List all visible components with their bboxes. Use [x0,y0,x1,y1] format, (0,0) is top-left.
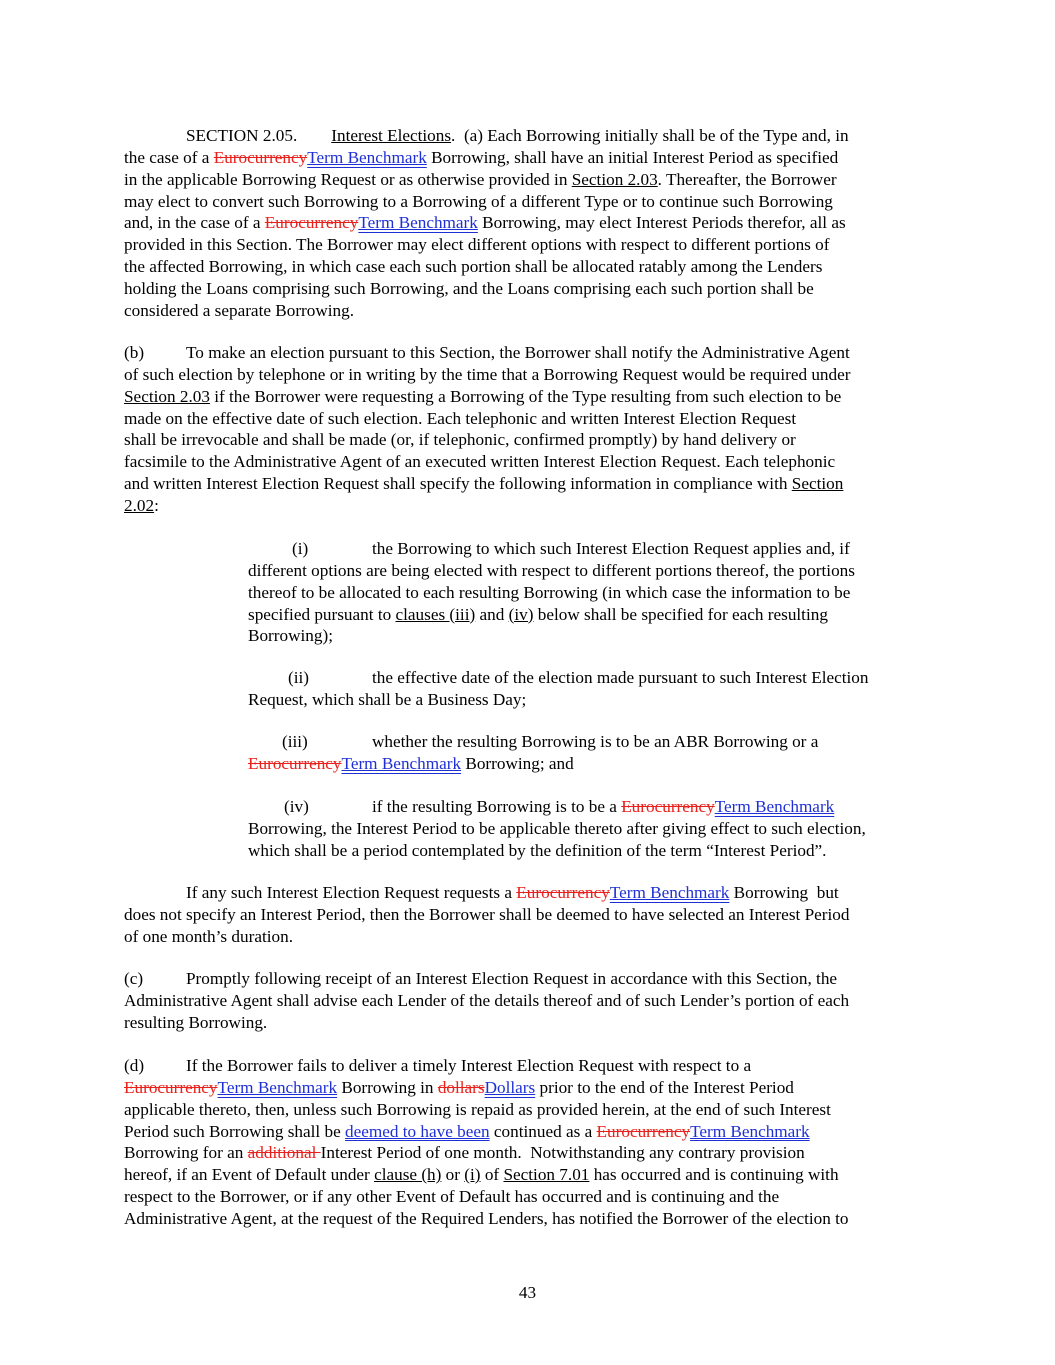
clause-reference: clauses (iii) [395,604,476,624]
inserted-text: Term Benchmark [609,883,730,902]
clause-reference: clause (h) [374,1165,442,1185]
inserted-text: Term Benchmark [358,213,478,233]
paragraph-label: (d) [124,1056,145,1075]
section-reference: Section 2.03 [124,386,210,406]
clause-reference: (iv) [508,604,534,624]
section-2-05-paragraph-a: SECTION 2.05. Interest Elections. (a) Each Borrowing initially shall be of the Type and, in the case of a EurocurrencyTerm Benchmark Borrowing, shall have an initial Interest Period as specified in the applicable Borrowing Request or as otherwise provided in Section 2.03. Thereafter, the Borrower may elect to convert such Borrowing to a Borrowing of a different Type or to continue such Borrowing and, in the case of a EurocurrencyTerm Benchmark Borrowing, may elect Interest Periods therefor, all as provided in this Section. The Borrower may elect different options with respect to different portions of the affected Borrowing, in which case each such portion shall be allocated ratably among the Lenders holding the Loans comprising such Borrowing, and the Loans comprising each such portion shall be considered a separate Borrowing. [124,126,849,320]
inserted-text: deemed to have been [345,1121,490,1141]
item-label: (iv) [284,797,309,816]
inserted-text: Term Benchmark [307,147,427,167]
section-reference: Section 7.01 [503,1165,590,1185]
paragraph-default-interest-period: If any such Interest Election Request requests a EurocurrencyTerm Benchmark Borrowing but does not specify an Interest Period, then the Borrower shall be deemed to have selected an Interest Period of one month’s duration. [124,883,850,946]
section-reference: 2.02 [124,495,155,515]
item-label: (i) [292,539,309,558]
list-item-iii: (iii) whether the resulting Borrowing is to be an ABR Borrowing or a EurocurrencyTerm Benchmark Borrowing; and [248,732,819,773]
section-reference: Section [791,474,844,494]
inserted-text: Term Benchmark [690,1121,810,1141]
deleted-text: dollars [437,1077,485,1097]
paragraph-c: (c) Promptly following receipt of an Interest Election Request in accordance with this Section, the Administrative Agent shall advise each Lender of the details thereof and of such Lender’s portion of each resulting Borrowing. [124,969,850,1032]
list-item-i: (i) the Borrowing to which such Interest Election Request applies and, if different options are being elected with respect to different portions thereof, the portions thereof to be allocated to each resulting Borrowing (in which case the information to be specified pursuant to clauses (iii) and (iv) below shall be specified for each resulting Borrowing); [248,539,855,646]
deleted-text: Eurocurrency [516,883,610,902]
page-number: 43 [518,1283,537,1302]
deleted-text: Eurocurrency [124,1077,218,1097]
deleted-text: Eurocurrency [248,753,342,773]
section-reference: Section 2.03 [571,169,658,189]
inserted-text: Dollars [484,1077,536,1097]
list-item-ii: (ii) the effective date of the election made pursuant to such Interest Election Request, which shall be a Business Day; [248,668,869,709]
paragraph-d: (d) If the Borrower fails to deliver a timely Interest Election Request with respect to a EurocurrencyTerm Benchmark Borrowing in dollarsDollars prior to the end of the Interest Period applicable thereto, then, unless such Borrowing is repaid as provided herein, at the end of such Interest Period such Borrowing shall be deemed to have been continued as a EurocurrencyTerm Benchmark Borrowing for an additional Interest Period of one month. Notwithstanding any contrary provision hereof, if an Event of Default under clause (h) or (i) of Section 7.01 has occurred and is continuing with respect to the Borrower, or if any other Event of Default has occurred and is continuing and the Administrative Agent, at the request of the Required Lenders, has notified the Borrower of the election to [124,1056,849,1228]
inserted-text: Term Benchmark [217,1077,338,1097]
deleted-text: Eurocurrency [264,213,359,233]
deleted-text: Eurocurrency [621,797,715,816]
item-label: (iii) [282,732,308,751]
deleted-text: additional [247,1143,321,1163]
deleted-text: Eurocurrency [213,147,308,167]
section-heading: Interest Elections [331,126,452,145]
inserted-text: Term Benchmark [714,797,835,816]
deleted-text: Eurocurrency [596,1121,691,1141]
item-label: (ii) [288,668,309,687]
paragraph-label: (c) [124,969,144,988]
list-item-iv: (iv) if the resulting Borrowing is to be a EurocurrencyTerm Benchmark Borrowing, the Interest Period to be applicable thereto after giving effect to such election, which shall be a period contemplated by the definition of the term “Interest Period”. [248,797,866,860]
clause-reference: (i) [464,1165,481,1185]
paragraph-label: (b) [124,343,145,362]
section-number: SECTION 2.05. [186,126,298,145]
inserted-text: Term Benchmark [341,753,462,773]
paragraph-b: (b) To make an election pursuant to this Section, the Borrower shall notify the Administrative Agent of such election by telephone or in writing by the time that a Borrowing Request would be required under Section 2.03 if the Borrower were requesting a Borrowing of the Type resulting from such election to be made on the effective date of such election. Each telephonic and written Interest Election Request shall be irrevocable and shall be made (or, if telephonic, confirmed promptly) by hand delivery or facsimile to the Administrative Agent of an executed written Interest Election Request. Each telephonic and written Interest Election Request shall specify the following information in compliance with Section 2.02: [124,343,851,515]
